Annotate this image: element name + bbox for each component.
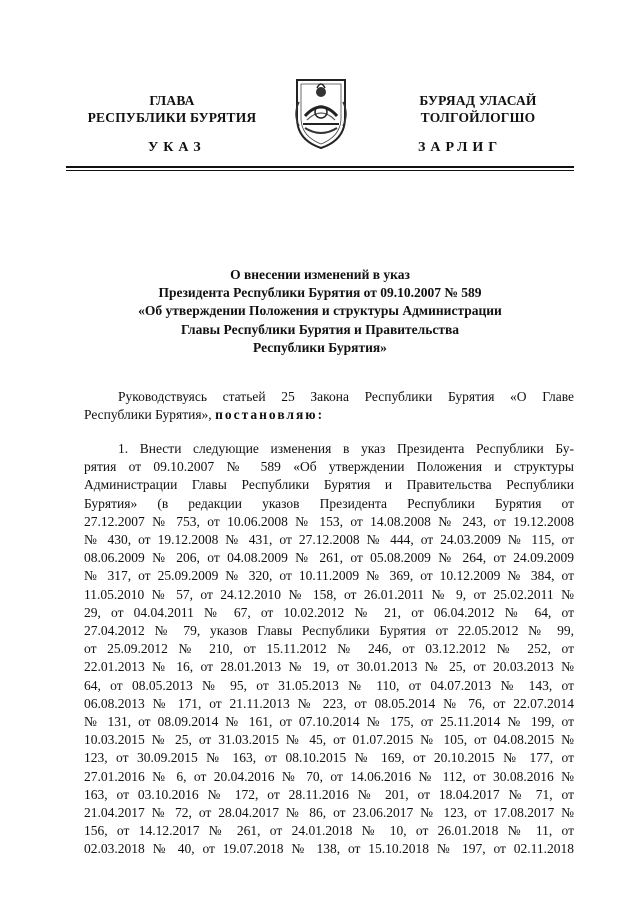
header-left-line1: ГЛАВА [149, 93, 195, 108]
header-right-line2: ТОЛГОЙЛОГШО [420, 110, 536, 125]
preamble-line2-text: Республики Бурятия», [84, 407, 216, 423]
item1-line: рятия от 09.10.2007 № 589 «Об утверждении Положения и структуры [84, 459, 574, 475]
item1-line: 123, от 30.09.2015 № 163, от 08.10.2015 № 169, от 20.10.2015 № 177, от [84, 750, 574, 766]
item1-line: 06.08.2013 № 171, от 21.11.2013 № 223, от 08.05.2014 № 76, от 22.07.2014 [84, 695, 574, 711]
item1-line: от 25.09.2012 № 210, от 15.11.2012 № 246, от 03.12.2012 № 252, от [84, 641, 574, 657]
item1-line: 10.03.2015 № 25, от 31.03.2015 № 45, от 01.07.2015 № 105, от 04.08.2015 № [84, 732, 574, 748]
decree-type-russian: УКАЗ [148, 140, 206, 155]
header-left-line2: РЕСПУБЛИКИ БУРЯТИЯ [87, 110, 257, 125]
title-line: Республики Бурятия» [253, 339, 387, 355]
item1-line: 27.12.2007 № 753, от 10.06.2008 № 153, от 14.08.2008 № 243, от 19.12.2008 [84, 513, 574, 529]
preamble-line [84, 406, 574, 424]
item1-line: 27.01.2016 № 6, от 20.04.2016 № 70, от 14.06.2016 № 112, от 30.08.2016 № [84, 768, 574, 784]
item1-line: 22.01.2013 № 16, от 28.01.2013 № 19, от 30.01.2013 № 25, от 20.03.2013 № [84, 659, 574, 675]
item-1-paragraph [84, 440, 574, 859]
item1-line: 1. Внести следующие изменения в указ Президента Республики Бу- [118, 441, 574, 456]
title-line: О внесении изменений в указ [230, 267, 410, 282]
item1-line: № 131, от 08.09.2014 № 161, от 07.10.2014 № 175, от 25.11.2014 № 199, от [84, 714, 574, 730]
document-title [70, 266, 570, 357]
item1-line: 29, от 04.04.2011 № 67, от 10.02.2012 № 21, от 06.04.2012 № 64, от [84, 604, 574, 620]
item1-line: Администрации Главы Республики Бурятия и Правительства Республики [84, 477, 574, 493]
item1-line: 11.05.2010 № 57, от 24.12.2010 № 158, от 26.01.2011 № 9, от 25.02.2011 № [84, 586, 574, 602]
item1-line: № 317, от 25.09.2009 № 320, от 10.11.2009 № 369, от 10.12.2009 № 384, от [84, 568, 574, 584]
coat-of-arms-emblem [289, 74, 353, 150]
title-line: Главы Республики Бурятия и Правительства [180, 321, 460, 337]
title-line: «Об утверждении Положения и структуры Администрации [138, 303, 502, 319]
item1-line: 64, от 08.05.2013 № 95, от 31.05.2013 № 110, от 04.07.2013 № 143, от [84, 677, 574, 693]
item1-line: № 430, от 19.12.2008 № 431, от 27.12.2008 № 444, от 24.03.2009 № 115, от [84, 532, 574, 548]
title-line: Президента Республики Бурятия от 09.10.2007 № 589 [158, 285, 482, 301]
header-divider-thick [66, 166, 574, 168]
decree-type-buryat: ЗАРЛИГ [418, 140, 503, 155]
item1-line: 02.03.2018 № 40, от 19.07.2018 № 138, от 15.10.2018 № 197, от 02.11.2018 [84, 841, 574, 857]
header-divider-thin [66, 170, 574, 171]
preamble-line: Руководствуясь статьей 25 Закона Республики Бурятия «О Главе [118, 389, 574, 404]
header-right-line1: БУРЯАД УЛАСАЙ [419, 93, 537, 108]
item1-line: Бурятия» (в редакции указов Президента Республики Бурятия от [84, 495, 574, 511]
item1-line: 21.04.2017 № 72, от 28.04.2017 № 86, от 23.06.2017 № 123, от 17.08.2017 № [84, 805, 574, 821]
item1-line: 163, от 03.10.2016 № 172, от 28.11.2016 № 201, от 18.04.2017 № 71, от [84, 786, 574, 802]
item1-line: 08.06.2009 № 206, от 04.08.2009 № 261, от 05.08.2009 № 264, от 24.09.2009 [84, 550, 574, 566]
item1-line: 27.04.2012 № 79, указов Главы Республики Бурятия от 22.05.2012 № 99, [84, 623, 574, 639]
header-right-block [378, 92, 578, 126]
header-left-block [72, 92, 272, 126]
preamble-resolution-word: постановляю: [215, 407, 325, 423]
preamble-paragraph [84, 388, 574, 424]
item1-line: 156, от 14.12.2017 № 261, от 24.01.2018 № 10, от 26.01.2018 № 11, от [84, 823, 574, 839]
